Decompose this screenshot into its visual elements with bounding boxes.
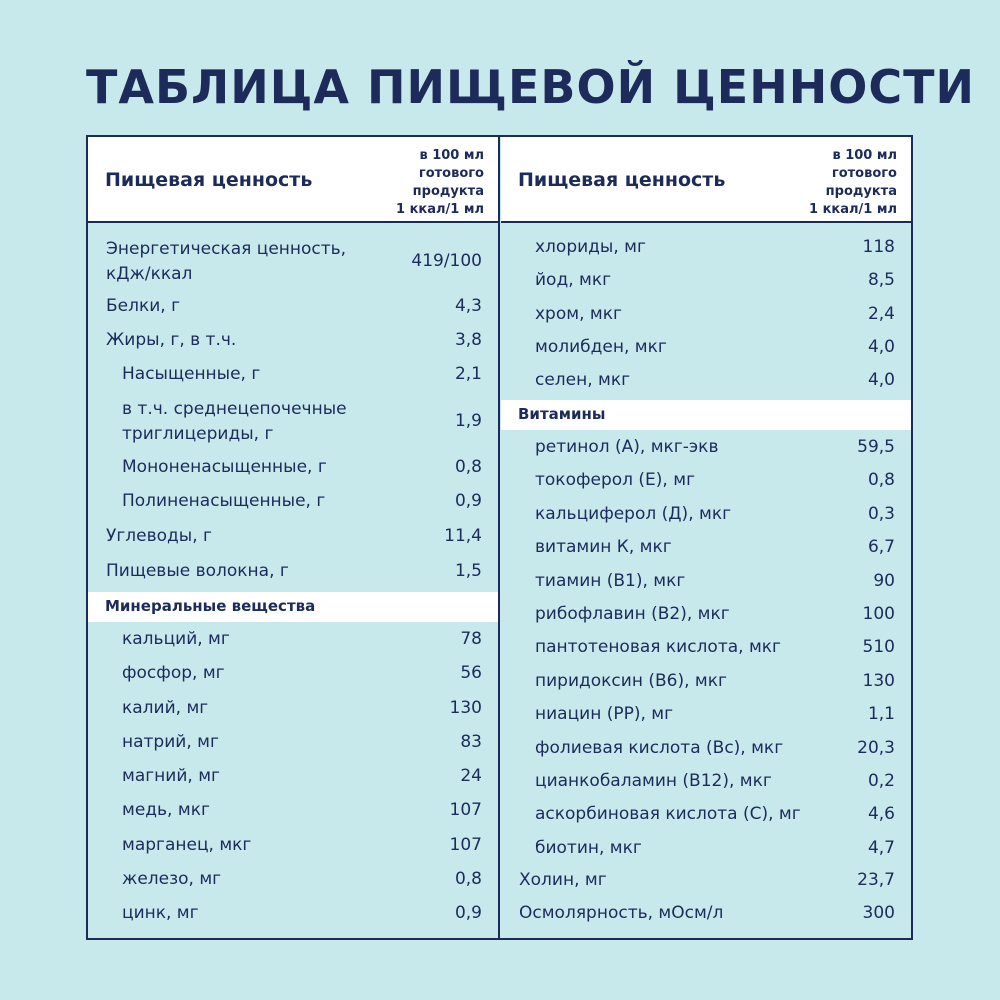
- row-value: 2,4: [867, 304, 895, 324]
- row-name: магний, мг: [122, 766, 220, 786]
- page-title: ТАБЛИЦА ПИЩЕВОЙ ЦЕННОСТИ: [86, 60, 975, 114]
- row-name: натрий, мг: [122, 732, 219, 752]
- row-value: 1,1: [867, 704, 895, 724]
- row-value: 107: [449, 800, 482, 820]
- row-value: 3,8: [454, 330, 482, 350]
- row-name: пантотеновая кислота, мкг: [535, 637, 781, 657]
- row-value: 4,0: [867, 370, 895, 390]
- row-value: 4,6: [867, 804, 895, 824]
- row-value: 4,7: [867, 838, 895, 858]
- row-value: 510: [862, 637, 895, 657]
- row-value: 2,1: [454, 364, 482, 384]
- row-value: 23,7: [857, 870, 895, 890]
- row-value: 0,2: [867, 771, 895, 791]
- row-value: 4,3: [454, 296, 482, 316]
- row-value: 0,8: [454, 457, 482, 477]
- row-value: 8,5: [867, 270, 895, 290]
- header-label: Пищевая ценность: [518, 169, 726, 191]
- row-name: Осмолярность, мОсм/л: [519, 903, 724, 923]
- minerals-section-header: [88, 592, 498, 622]
- header-unit: в 100 мл готового продукта 1 ккал/1 мл: [809, 148, 897, 217]
- row-value: 83: [460, 732, 482, 752]
- row-name: ретинол (А), мкг-экв: [535, 437, 719, 457]
- row-name: Пищевые волокна, г: [106, 561, 289, 581]
- row-value: 59,5: [857, 437, 895, 457]
- row-name: хром, мкг: [535, 304, 622, 324]
- section-title: Минеральные вещества: [105, 597, 316, 615]
- row-name: кальциферол (Д), мкг: [535, 504, 732, 524]
- row-name: в т.ч. среднецепочечные триглицериды, г: [122, 399, 347, 444]
- row-value: 118: [862, 237, 895, 257]
- row-value: 56: [460, 663, 482, 683]
- row-value: 1,5: [454, 561, 482, 581]
- row-name: тиамин (В1), мкг: [535, 571, 686, 591]
- row-name: Полиненасыщенные, г: [122, 491, 326, 511]
- row-value: 6,7: [867, 537, 895, 557]
- row-name: молибден, мкг: [535, 337, 667, 357]
- row-name: фолиевая кислота (Вс), мкг: [535, 738, 784, 758]
- row-value: 0,9: [454, 491, 482, 511]
- header-unit: в 100 мл готового продукта 1 ккал/1 мл: [396, 148, 484, 217]
- row-value: 24: [460, 766, 482, 786]
- row-value: 20,3: [857, 738, 895, 758]
- row-name: кальций, мг: [122, 629, 230, 649]
- row-name: селен, мкг: [535, 370, 631, 390]
- row-value: 4,0: [867, 337, 895, 357]
- row-value: 90: [873, 571, 895, 591]
- left-column: [88, 137, 500, 938]
- row-value: 419/100: [411, 251, 482, 271]
- row-name: Насыщенные, г: [122, 364, 261, 384]
- right-header: [501, 137, 911, 223]
- row-name: фосфор, мг: [122, 663, 225, 683]
- row-value: 1,9: [454, 411, 482, 431]
- row-value: 0,8: [867, 470, 895, 490]
- row-value: 0,9: [454, 903, 482, 923]
- row-name: железо, мг: [122, 869, 222, 889]
- row-name: биотин, мкг: [535, 838, 642, 858]
- header-label: Пищевая ценность: [105, 169, 313, 191]
- row-value: 78: [460, 629, 482, 649]
- row-value: 300: [862, 903, 895, 923]
- row-name: марганец, мкг: [122, 835, 252, 855]
- row-value: 130: [862, 671, 895, 691]
- row-name: Энергетическая ценность, кДж/ккал: [106, 239, 347, 284]
- section-title: Витамины: [518, 405, 606, 423]
- row-name: цианкобаламин (В12), мкг: [535, 771, 772, 791]
- row-value: 11,4: [444, 526, 482, 546]
- row-name: йод, мкг: [535, 270, 612, 290]
- row-value: 107: [449, 835, 482, 855]
- row-name: аскорбиновая кислота (С), мг: [535, 804, 801, 824]
- row-value: 100: [862, 604, 895, 624]
- row-name: ниацин (РР), мг: [535, 704, 674, 724]
- row-name: цинк, мг: [122, 903, 199, 923]
- row-name: калий, мг: [122, 698, 209, 718]
- row-name: токоферол (Е), мг: [535, 470, 695, 490]
- row-name: Холин, мг: [519, 870, 607, 890]
- row-name: хлориды, мг: [535, 237, 646, 257]
- row-name: пиридоксин (В6), мкг: [535, 671, 727, 691]
- nutrition-table: [86, 135, 913, 940]
- row-name: Жиры, г, в т.ч.: [106, 330, 237, 350]
- vitamins-section-header: [501, 400, 911, 430]
- row-name: Углеводы, г: [106, 526, 212, 546]
- row-name: витамин К, мкг: [535, 537, 672, 557]
- row-name: Мононенасыщенные, г: [122, 457, 327, 477]
- row-name: медь, мкг: [122, 800, 210, 820]
- row-value: 130: [449, 698, 482, 718]
- left-header: [88, 137, 498, 223]
- row-name: Белки, г: [106, 296, 181, 316]
- row-name: рибофлавин (В2), мкг: [535, 604, 730, 624]
- row-value: 0,8: [454, 869, 482, 889]
- right-column: [501, 137, 911, 938]
- row-value: 0,3: [867, 504, 895, 524]
